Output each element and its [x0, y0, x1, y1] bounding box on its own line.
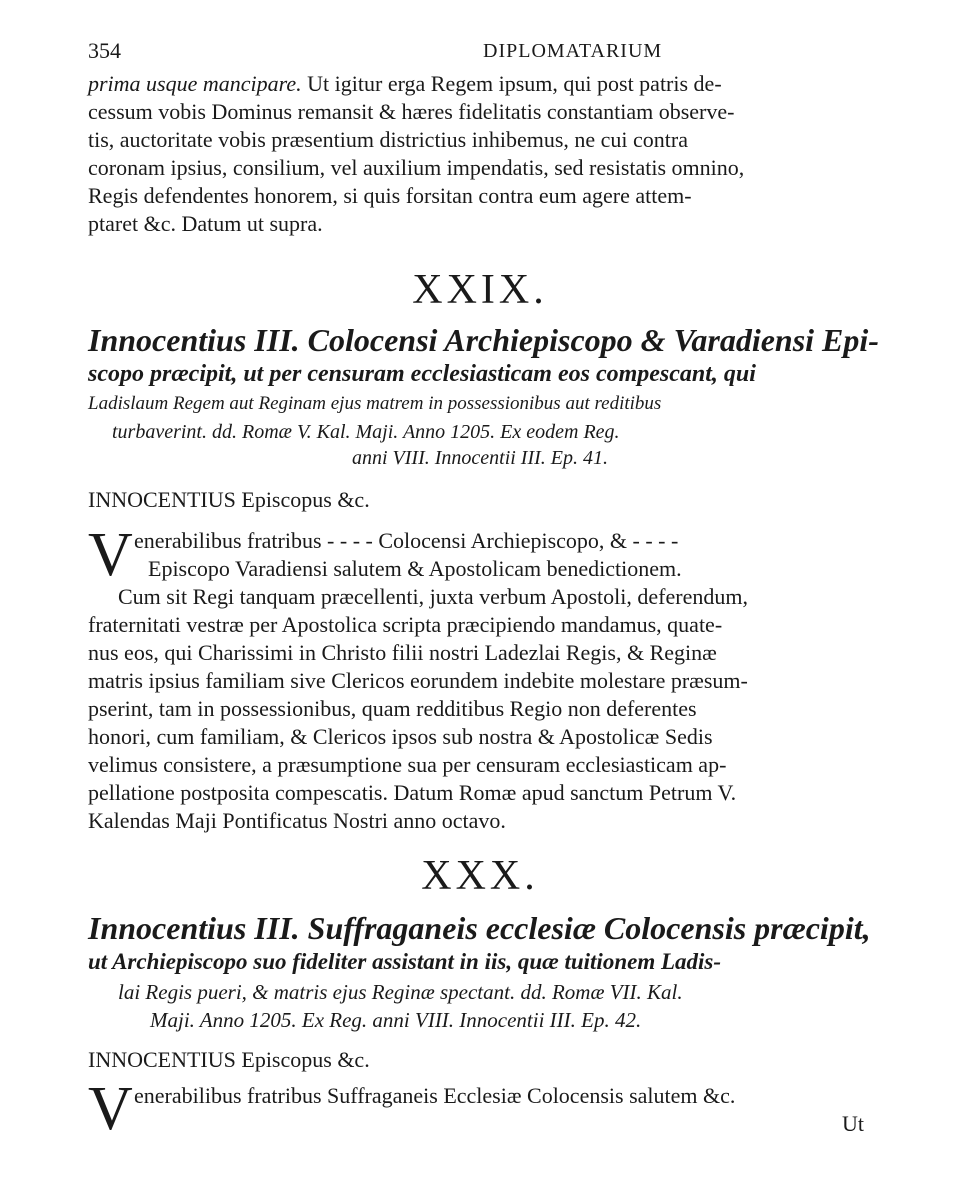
running-title: DIPLOMATARIUM: [483, 40, 663, 62]
text-line: cessum vobis Dominus remansit & hæres fidelitatis constantiam observe-: [88, 99, 735, 124]
document-number-29: XXIX.: [412, 267, 548, 313]
text-line: nus eos, qui Charissimi in Christo filii nostri Ladezlai Regis, & Reginæ: [88, 640, 717, 665]
text-line: coronam ipsius, consilium, vel auxilium impendatis, sed resistatis omnino,: [88, 155, 745, 180]
text-line: ptaret &c. Datum ut supra.: [88, 211, 323, 236]
drop-capital: V: [88, 521, 133, 589]
rubric-line: ut Archiepiscopo suo fideliter assistant in iis, quæ tuitionem Ladis-: [88, 949, 722, 974]
text-line: velimus consistere, a præsumptione sua per censuram ecclesiasticam ap-: [88, 752, 727, 777]
rubric-line: anni VIII. Innocentii III. Ep. 41.: [351, 447, 609, 469]
salutation-29: INNOCENTIUS Episcopus &c.: [88, 487, 370, 512]
text-line: tis, auctoritate vobis præsentium districtius inhibemus, ne cui contra: [88, 127, 689, 152]
text-line: Cum sit Regi tanquam præcellenti, juxta verbum Apostoli, deferendum,: [118, 584, 748, 609]
text-line: Episcopo Varadiensi salutem & Apostolicam benedictionem.: [148, 556, 682, 581]
drop-capital: V: [88, 1075, 133, 1143]
text-line: matris ipsius familiam sive Clericos eorundem indebite molestare præsum-: [88, 668, 748, 693]
page-number: 354: [88, 38, 121, 63]
catchword: Ut: [842, 1111, 864, 1136]
rubric-line: turbaverint. dd. Romæ V. Kal. Maji. Anno 1205. Ex eodem Reg.: [112, 421, 620, 443]
document-number-30: XXX.: [421, 853, 539, 899]
page-header: [88, 38, 900, 68]
text-line: enerabilibus fratribus Suffraganeis Ecclesiæ Colocensis salutem &c.: [134, 1083, 736, 1108]
rubric-line: Ladislaum Regem aut Reginam ejus matrem in possessionibus aut reditibus: [88, 393, 662, 414]
text-line: fraternitati vestræ per Apostolica scripta præcipiendo mandamus, quate-: [88, 612, 723, 637]
text-line: Regis defendentes honorem, si quis forsitan contra eum agere attem-: [88, 183, 692, 208]
rubric-line: Innocentius III. Colocensi Archiepiscopo & Varadiensi Epi-: [88, 322, 879, 358]
rubric-line: Maji. Anno 1205. Ex Reg. anni VIII. Innocentii III. Ep. 42.: [150, 1008, 642, 1032]
text-line: enerabilibus fratribus - - - - Colocensi Archiepiscopo, & - - - -: [134, 528, 679, 553]
text-line: Kalendas Maji Pontificatus Nostri anno octavo.: [88, 808, 506, 833]
text-line: honori, cum familiam, & Clericos ipsos sub nostra & Apostolicæ Sedis: [88, 724, 713, 749]
text-line: pserint, tam in possessionibus, quam redditibus Regio non deferentes: [88, 696, 697, 721]
text-line: pellatione postposita compescatis. Datum Romæ apud sanctum Petrum V.: [88, 780, 737, 805]
salutation-30: INNOCENTIUS Episcopus &c.: [88, 1047, 370, 1072]
rubric-line: lai Regis pueri, & matris ejus Reginæ spectant. dd. Romæ VII. Kal.: [118, 980, 683, 1004]
text-line: prima usque mancipare. Ut igitur erga Regem ipsum, qui post patris de-: [88, 71, 722, 96]
rubric-line: scopo præcipit, ut per censuram ecclesiasticam eos compescant, qui: [88, 361, 756, 387]
rubric-line: Innocentius III. Suffraganeis ecclesiæ Colocensis præcipit,: [88, 910, 871, 946]
